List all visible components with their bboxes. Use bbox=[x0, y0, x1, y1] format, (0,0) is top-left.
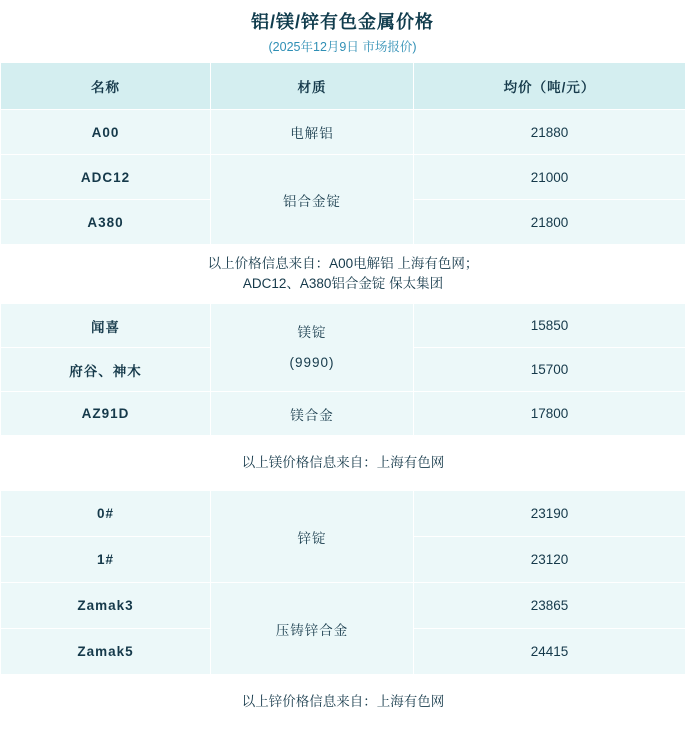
row-price: 23190 bbox=[414, 491, 685, 537]
source-note-row bbox=[1, 245, 685, 304]
row-price: 21800 bbox=[414, 200, 685, 245]
table-row bbox=[1, 491, 685, 537]
source-note-row bbox=[1, 675, 685, 730]
row-price: 21880 bbox=[414, 110, 685, 155]
page-subtitle: (2025年12月9日 市场报价) bbox=[0, 36, 685, 62]
row-price: 15700 bbox=[414, 348, 685, 392]
row-name: A380 bbox=[1, 200, 211, 245]
source-note-line: 以上价格信息来自：A00电解铝 上海有色网； bbox=[1, 254, 685, 274]
row-material-merged: 压铸锌合金 bbox=[211, 583, 414, 675]
row-price: 23120 bbox=[414, 537, 685, 583]
source-note bbox=[1, 436, 685, 491]
row-name: AZ91D bbox=[1, 392, 211, 436]
source-note-line: 以上锌价格信息来自：上海有色网 bbox=[1, 692, 685, 712]
source-note bbox=[1, 245, 685, 304]
table-row bbox=[1, 155, 685, 200]
row-material-grade: (9990) bbox=[211, 348, 413, 378]
table-row bbox=[1, 304, 685, 348]
source-note-line: ADC12、A380铝合金锭 保太集团 bbox=[1, 274, 685, 294]
row-name: A00 bbox=[1, 110, 211, 155]
table-row bbox=[1, 583, 685, 629]
row-material: 镁合金 bbox=[211, 392, 414, 436]
row-price: 17800 bbox=[414, 392, 685, 436]
row-price: 23865 bbox=[414, 583, 685, 629]
price-table bbox=[0, 62, 685, 730]
column-header-name: 名称 bbox=[1, 63, 211, 110]
table-header-row bbox=[1, 63, 685, 110]
source-note-row bbox=[1, 436, 685, 491]
table-row bbox=[1, 392, 685, 436]
row-price: 24415 bbox=[414, 629, 685, 675]
column-header-price: 均价（吨/元） bbox=[414, 63, 685, 110]
row-material-merged: 铝合金锭 bbox=[211, 155, 414, 245]
row-name: 闻喜 bbox=[1, 304, 211, 348]
row-name: 府谷、神木 bbox=[1, 348, 211, 392]
source-note bbox=[1, 675, 685, 730]
row-material-merged bbox=[211, 304, 414, 392]
row-name: ADC12 bbox=[1, 155, 211, 200]
row-material-merged: 锌锭 bbox=[211, 491, 414, 583]
source-note-line: 以上镁价格信息来自：上海有色网 bbox=[1, 453, 685, 473]
page-title: 铝/镁/锌有色金属价格 bbox=[0, 8, 685, 36]
row-name: 0# bbox=[1, 491, 211, 537]
row-name: 1# bbox=[1, 537, 211, 583]
row-material: 电解铝 bbox=[211, 110, 414, 155]
header bbox=[0, 0, 685, 62]
row-material-main: 镁锭 bbox=[211, 318, 413, 348]
row-name: Zamak5 bbox=[1, 629, 211, 675]
column-header-material: 材质 bbox=[211, 63, 414, 110]
row-price: 15850 bbox=[414, 304, 685, 348]
row-name: Zamak3 bbox=[1, 583, 211, 629]
table-row bbox=[1, 110, 685, 155]
row-price: 21000 bbox=[414, 155, 685, 200]
